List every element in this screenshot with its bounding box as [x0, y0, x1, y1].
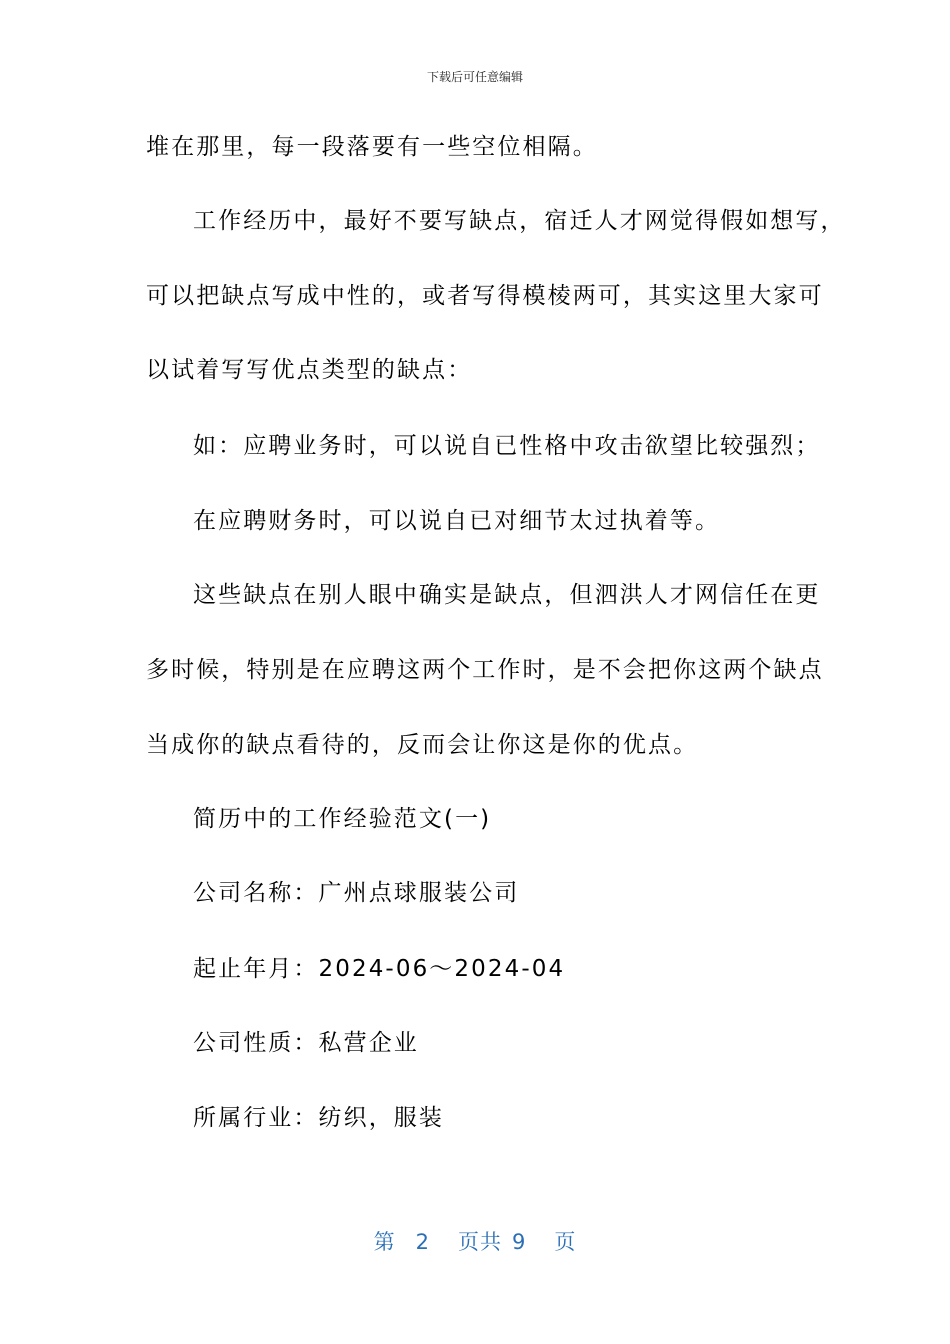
body-line: 以试着写写优点类型的缺点： [146, 357, 473, 383]
body-line: 堆在那里，每一段落要有一些空位相隔。 [146, 134, 598, 160]
company-name-line: 公司名称：广州点球服装公司 [193, 880, 520, 906]
page-footer [0, 1226, 950, 1256]
body-line: 这些缺点在别人眼中确实是缺点，但泗洪人才网信任在更 [193, 582, 821, 608]
section-heading: 简历中的工作经验范文(一) [193, 806, 492, 832]
footer-middle: 页共 [458, 1230, 502, 1254]
page-header: 下载后可任意编辑 [426, 70, 523, 84]
body-line: 如：应聘业务时，可以说自已性格中攻击欲望比较强烈； [193, 433, 821, 459]
body-line: 工作经历中，最好不要写缺点，宿迁人才网觉得假如想写， [193, 208, 846, 234]
body-line: 在应聘财务时，可以说自已对细节太过执着等。 [193, 508, 721, 534]
date-range-line: 起止年月：2024-06～2024-04 [193, 956, 566, 982]
body-line: 可以把缺点写成中性的，或者写得模棱两可，其实这里大家可 [146, 283, 824, 309]
footer-page-number: 2 [415, 1230, 430, 1254]
footer-total-pages: 9 [512, 1230, 527, 1254]
company-type-line: 公司性质：私营企业 [193, 1030, 419, 1056]
footer-suffix: 页 [554, 1230, 577, 1254]
footer-prefix: 第 [373, 1230, 396, 1254]
body-line: 多时候，特别是在应聘这两个工作时，是不会把你这两个缺点 [146, 657, 824, 683]
body-line: 当成你的缺点看待的，反而会让你这是你的优点。 [146, 732, 699, 758]
industry-line: 所属行业：纺织，服装 [193, 1105, 444, 1131]
